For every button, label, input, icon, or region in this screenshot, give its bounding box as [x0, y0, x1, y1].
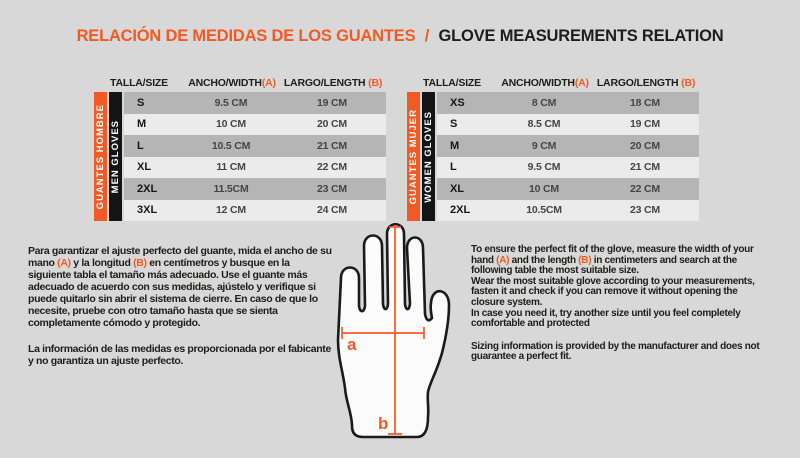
length-marker-b: (B) [368, 76, 383, 89]
spanish-instructions [28, 245, 334, 367]
width-cell: 9.5 CM [527, 161, 561, 174]
width-cell: 9 CM [531, 139, 557, 152]
page-title [0, 27, 800, 46]
length-cell: 22 CM [317, 161, 347, 174]
spanish-instructions-paragraph: Para garantizar el ajuste perfecto del guante, mida el ancho de su mano (A) y la longitud (B) en centímetros y busque en la siguiente tabla el tamaño más adecuado. Use el guante más adecuado de acuerdo con sus medidas, ajústelo y verifique si puede quitarlo sin abrir el sistema de cierre. En caso de que lo necesite, pruebe con otro tamaño hasta que se sienta completamente cómodo y protegido. [28, 245, 332, 329]
table-row [124, 157, 386, 179]
size-cell: M [450, 139, 460, 152]
table-row [437, 92, 699, 114]
length-cell: 21 CM [630, 161, 660, 174]
width-marker-a: (A) [574, 76, 589, 89]
english-disclaimer: Sizing information is provided by the manufacturer and does not guarantee a perfect fit. [471, 340, 760, 363]
width-cell: 11 CM [216, 161, 246, 174]
table-row [124, 114, 386, 136]
width-cell: 9.5 CM [214, 96, 248, 109]
inline-marker-a: (A) [496, 254, 510, 266]
width-cell: 11.5CM [213, 182, 249, 195]
width-label-a: a [347, 335, 357, 354]
english-instructions [471, 245, 773, 363]
size-cell: XL [450, 182, 465, 195]
width-cell: 12 CM [216, 204, 246, 217]
table-row [124, 200, 386, 222]
length-cell: 22 CM [630, 182, 660, 195]
size-cell: 3XL [137, 204, 158, 217]
width-cell: 10 CM [216, 118, 246, 131]
size-cell: L [450, 161, 457, 174]
women-gloves-size-table [407, 73, 699, 221]
length-label-b: b [378, 414, 389, 433]
length-cell: 18 CM [630, 96, 660, 109]
women-table-spanish-side-label: GUANTES MUJER [407, 92, 420, 221]
length-marker-b: (B) [681, 76, 696, 89]
table-row [437, 178, 699, 200]
table-row [437, 200, 699, 222]
length-cell: 20 CM [317, 118, 347, 131]
table-row [437, 135, 699, 157]
table-row [437, 114, 699, 136]
page-title-english: GLOVE MEASUREMENTS RELATION [438, 27, 724, 45]
length-cell: 19 CM [630, 118, 660, 131]
size-cell: M [137, 118, 147, 131]
width-marker-a: (A) [261, 76, 276, 89]
spanish-disclaimer: La información de las medidas es proporcionada por el fabicante y no garantiza un ajuste perfecto. [28, 343, 331, 367]
table-row [124, 135, 386, 157]
table-row [124, 178, 386, 200]
inline-marker-b: (B) [578, 254, 592, 266]
hand-diagram-svg [332, 220, 468, 440]
title-separator: / [424, 27, 430, 45]
length-cell: 21 CM [317, 139, 347, 152]
column-header-length: LARGO/LENGTH (B) [283, 76, 383, 89]
inline-marker-b: (B) [133, 257, 147, 269]
length-cell: 23 CM [630, 204, 660, 217]
table-row [124, 92, 386, 114]
column-header-width: ANCHO/WIDTH(A) [501, 76, 589, 89]
women-table-header-row [407, 73, 699, 92]
size-cell: L [137, 139, 144, 152]
men-table-header-row [94, 73, 386, 92]
table-row [437, 157, 699, 179]
column-header-length: LARGO/LENGTH (B) [596, 76, 696, 89]
size-cell: 2XL [137, 182, 158, 195]
size-cell: 2XL [450, 204, 471, 217]
width-cell: 10.5CM [526, 204, 562, 217]
women-table-rows [437, 92, 699, 221]
length-cell: 24 CM [317, 204, 347, 217]
size-cell: S [137, 96, 145, 109]
size-cell: XS [450, 96, 465, 109]
width-cell: 10 CM [529, 182, 559, 195]
hand-outline [338, 224, 449, 437]
length-cell: 19 CM [317, 96, 347, 109]
length-cell: 20 CM [630, 139, 660, 152]
english-instructions-paragraph-3: In case you need it, try another size until you feel completely comfortable and protected [471, 307, 741, 330]
length-cell: 23 CM [317, 182, 347, 195]
men-table-rows [124, 92, 386, 221]
size-cell: XL [137, 161, 152, 174]
column-header-size: TALLA/SIZE [110, 76, 168, 89]
column-header-size: TALLA/SIZE [423, 76, 481, 89]
hand-measurement-diagram [332, 220, 468, 440]
english-instructions-paragraph-2: Wear the most suitable glove according to your measurements, fasten it and check if you can remove it without opening the closure system. [471, 275, 755, 308]
column-header-width: ANCHO/WIDTH(A) [188, 76, 276, 89]
width-cell: 8 CM [531, 96, 557, 109]
english-instructions-paragraph-1: To ensure the perfect fit of the glove, measure the width of your hand (A) and the length (B) in centimeters and search at the following table the most suitable size. [471, 244, 754, 277]
width-cell: 10.5 CM [211, 139, 251, 152]
men-table-english-side-label: MEN GLOVES [109, 92, 122, 221]
size-cell: S [450, 118, 458, 131]
men-table-spanish-side-label: GUANTES HOMBRE [94, 92, 107, 221]
women-table-english-side-label: WOMEN GLOVES [422, 92, 435, 221]
width-cell: 8.5 CM [527, 118, 561, 131]
page-title-spanish: RELACIÓN DE MEDIDAS DE LOS GUANTES [76, 27, 416, 45]
inline-marker-a: (A) [57, 257, 71, 269]
men-gloves-size-table [94, 73, 386, 221]
